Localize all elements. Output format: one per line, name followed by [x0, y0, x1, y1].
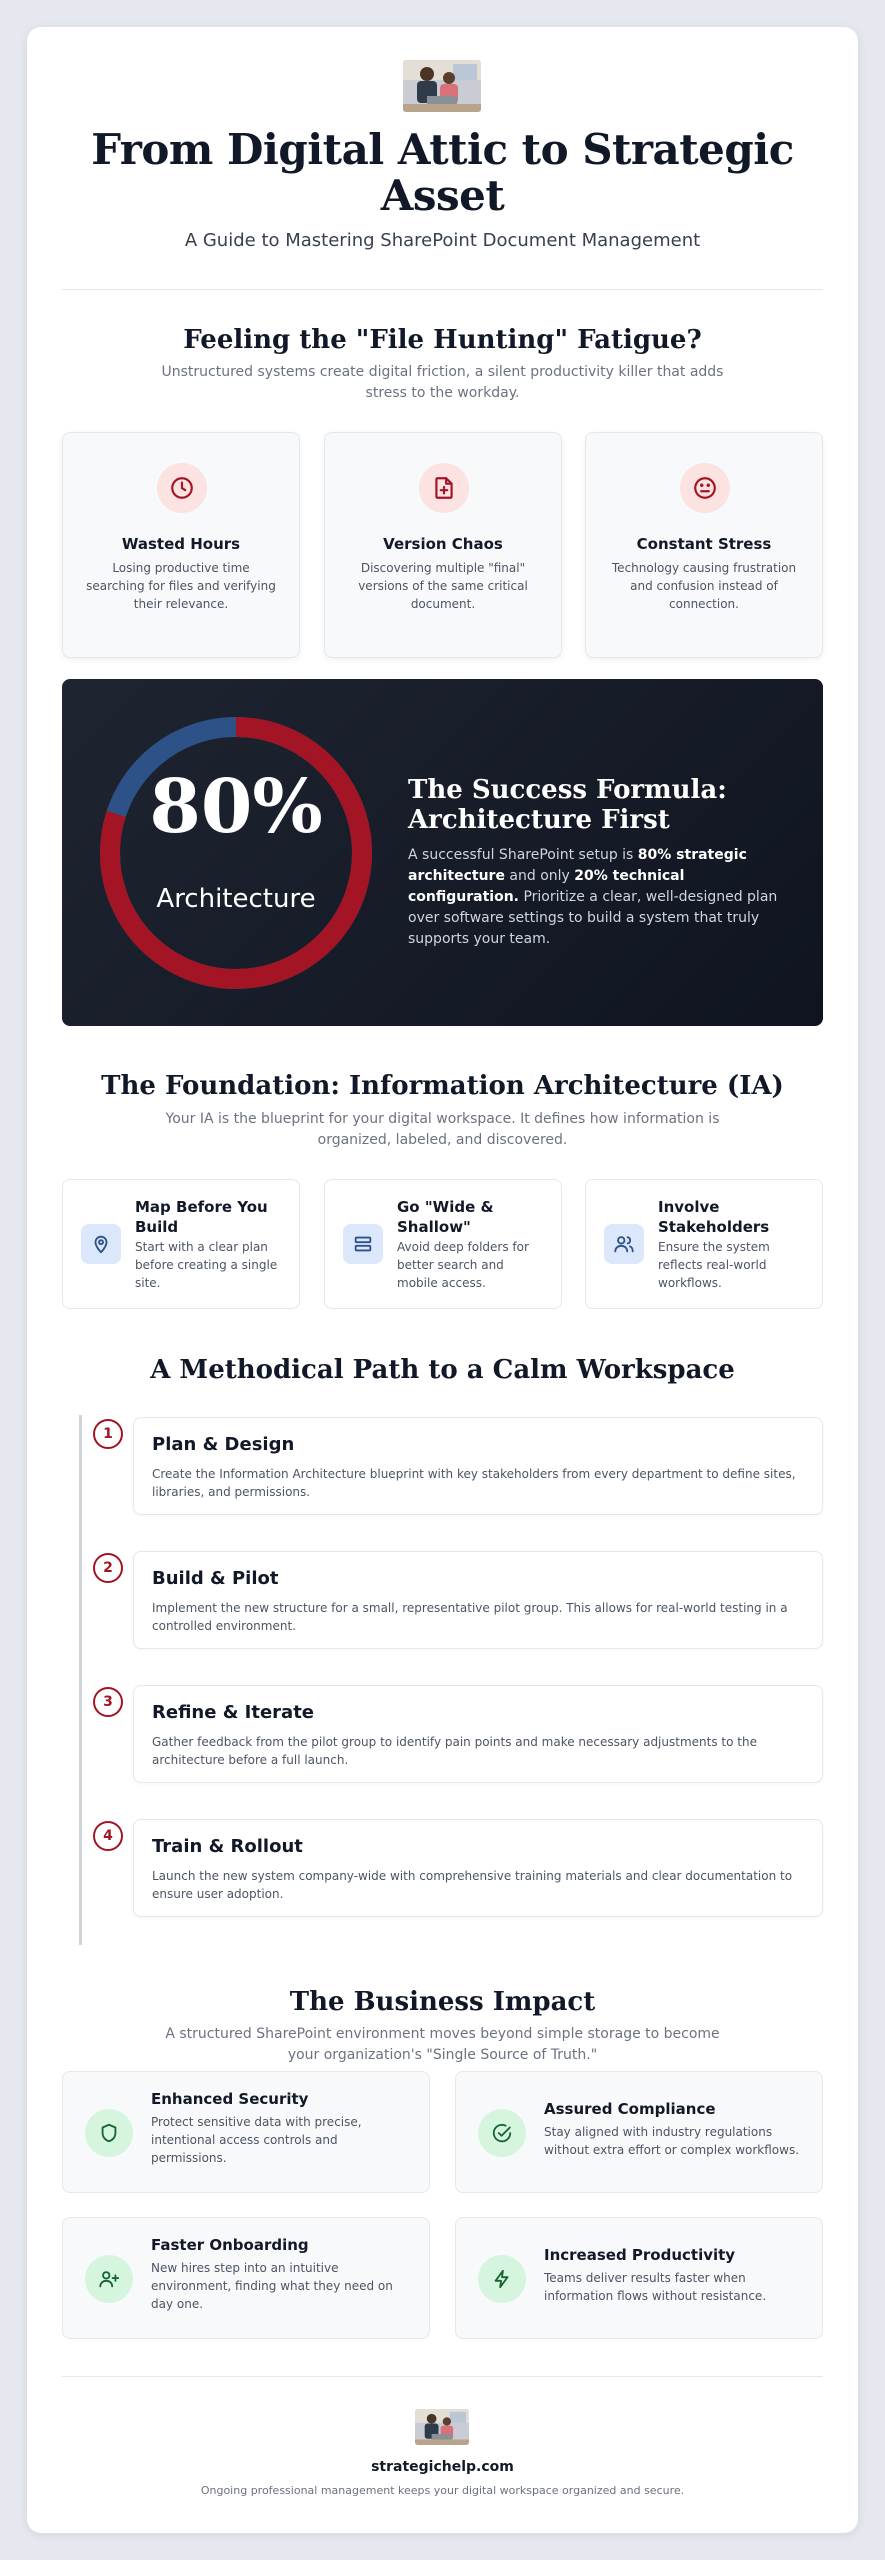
card-title: Faster Onboarding — [151, 2236, 309, 2254]
footer-photo — [415, 2409, 469, 2445]
ia-card-stakeholders — [585, 1179, 823, 1309]
step-title: Refine & Iterate — [152, 1702, 315, 1723]
user-plus-icon — [85, 2255, 133, 2303]
check-circle-icon — [478, 2109, 526, 2157]
fatigue-card-wasted-hours — [62, 432, 300, 658]
step-text: Launch the new system company-wide with comprehensive training materials and clear documentation to ensure user adoption. — [152, 1869, 793, 1901]
card-text: Stay aligned with industry regulations without extra effort or complex workflows. — [544, 2125, 800, 2157]
card-title: Go "Wide & Shallow" — [397, 1198, 494, 1236]
donut-value: 80% — [149, 764, 323, 850]
success-formula-panel — [62, 679, 823, 1026]
step-build-pilot — [133, 1551, 823, 1649]
impact-card-productivity — [455, 2217, 823, 2339]
ia-description: Your IA is the blueprint for your digital workspace. It defines how information is organized, labeled, and discovered. — [165, 1111, 720, 1148]
architecture-donut-chart — [97, 714, 375, 992]
step-number: 3 — [93, 1687, 123, 1717]
step-number: 1 — [93, 1419, 123, 1449]
card-title: Version Chaos — [383, 535, 503, 553]
card-title: Constant Stress — [636, 535, 772, 553]
map-pin-icon — [81, 1224, 121, 1264]
users-icon — [604, 1224, 644, 1264]
infographic-page — [27, 27, 858, 2533]
step-text: Implement the new structure for a small, representative pilot group. This allows for real-world testing in a controlled environment. — [152, 1601, 788, 1633]
ia-title: The Foundation: Information Architecture (IA) — [101, 1071, 784, 1101]
fatigue-title: Feeling the "File Hunting" Fatigue? — [183, 325, 702, 355]
lightning-icon — [478, 2255, 526, 2303]
card-text: Teams deliver results faster when information flows without resistance. — [544, 2271, 767, 2303]
step-number: 4 — [93, 1821, 123, 1851]
divider — [62, 2376, 823, 2377]
step-refine-iterate — [133, 1685, 823, 1783]
card-text: Avoid deep folders for better search and mobile access. — [397, 1240, 529, 1290]
card-title: Map Before You Build — [135, 1198, 268, 1236]
card-title: Enhanced Security — [151, 2090, 309, 2108]
fatigue-card-version-chaos — [324, 432, 562, 658]
impact-card-onboarding — [62, 2217, 430, 2339]
card-title: Involve Stakeholders — [658, 1198, 770, 1236]
formula-title: The Success Formula: Architecture First — [408, 775, 727, 835]
step-title: Plan & Design — [152, 1434, 295, 1455]
header-photo — [403, 60, 481, 112]
formula-text: A successful SharePoint setup is 80% strategic architecture and only 20% technical configuration. Prioritize a clear, well-designed plan over software settings to build a system that truly supports your team. — [408, 847, 778, 947]
card-text: Start with a clear plan before creating a single site. — [135, 1240, 278, 1290]
file-plus-icon — [419, 463, 469, 513]
timeline-line — [79, 1415, 82, 1945]
step-text: Create the Information Architecture blueprint with key stakeholders from every department to define sites, libraries, and permissions. — [152, 1467, 796, 1499]
card-text: New hires step into an intuitive environment, finding what they need on day one. — [151, 2261, 393, 2311]
ia-card-wide-shallow — [324, 1179, 562, 1309]
layers-icon — [343, 1224, 383, 1264]
ia-card-map — [62, 1179, 300, 1309]
fatigue-description: Unstructured systems create digital friction, a silent productivity killer that adds stress to the workday. — [161, 364, 724, 401]
card-text: Losing productive time searching for files and verifying their relevance. — [86, 561, 276, 611]
card-text: Ensure the system reflects real-world workflows. — [658, 1240, 770, 1290]
footer-site-name[interactable]: strategichelp.com — [371, 2459, 514, 2475]
step-text: Gather feedback from the pilot group to identify pain points and make necessary adjustments to the architecture before a full launch. — [152, 1735, 757, 1767]
page-subtitle: A Guide to Mastering SharePoint Document Management — [184, 230, 701, 251]
impact-card-compliance — [455, 2071, 823, 2193]
frown-icon — [680, 463, 730, 513]
path-title: A Methodical Path to a Calm Workspace — [150, 1355, 735, 1385]
formula-emphasis-technical: 20% technical configuration. — [408, 868, 685, 905]
clock-icon — [157, 463, 207, 513]
donut-label: Architecture — [156, 884, 316, 914]
fatigue-card-constant-stress — [585, 432, 823, 658]
step-title: Build & Pilot — [152, 1568, 279, 1589]
card-text: Technology causing frustration and confusion instead of connection. — [611, 561, 797, 611]
shield-icon — [85, 2109, 133, 2157]
footer-tagline: Ongoing professional management keeps your digital workspace organized and secure. — [200, 2484, 685, 2497]
step-plan-design — [133, 1417, 823, 1515]
card-text: Protect sensitive data with precise, intentional access controls and permissions. — [151, 2115, 362, 2165]
page-title: From Digital Attic to Strategic Asset — [91, 125, 794, 220]
impact-title: The Business Impact — [289, 1987, 596, 2017]
divider — [62, 289, 823, 290]
step-title: Train & Rollout — [152, 1836, 303, 1857]
impact-card-security — [62, 2071, 430, 2193]
card-title: Assured Compliance — [544, 2100, 716, 2118]
card-title: Increased Productivity — [544, 2246, 736, 2264]
card-text: Discovering multiple "final" versions of the same critical document. — [358, 561, 528, 611]
formula-emphasis-architecture: 80% strategic architecture — [408, 847, 747, 884]
step-train-rollout — [133, 1819, 823, 1917]
card-title: Wasted Hours — [121, 535, 241, 553]
step-number: 2 — [93, 1553, 123, 1583]
impact-description: A structured SharePoint environment moves beyond simple storage to become your organization's "Single Source of Truth." — [165, 2026, 720, 2063]
